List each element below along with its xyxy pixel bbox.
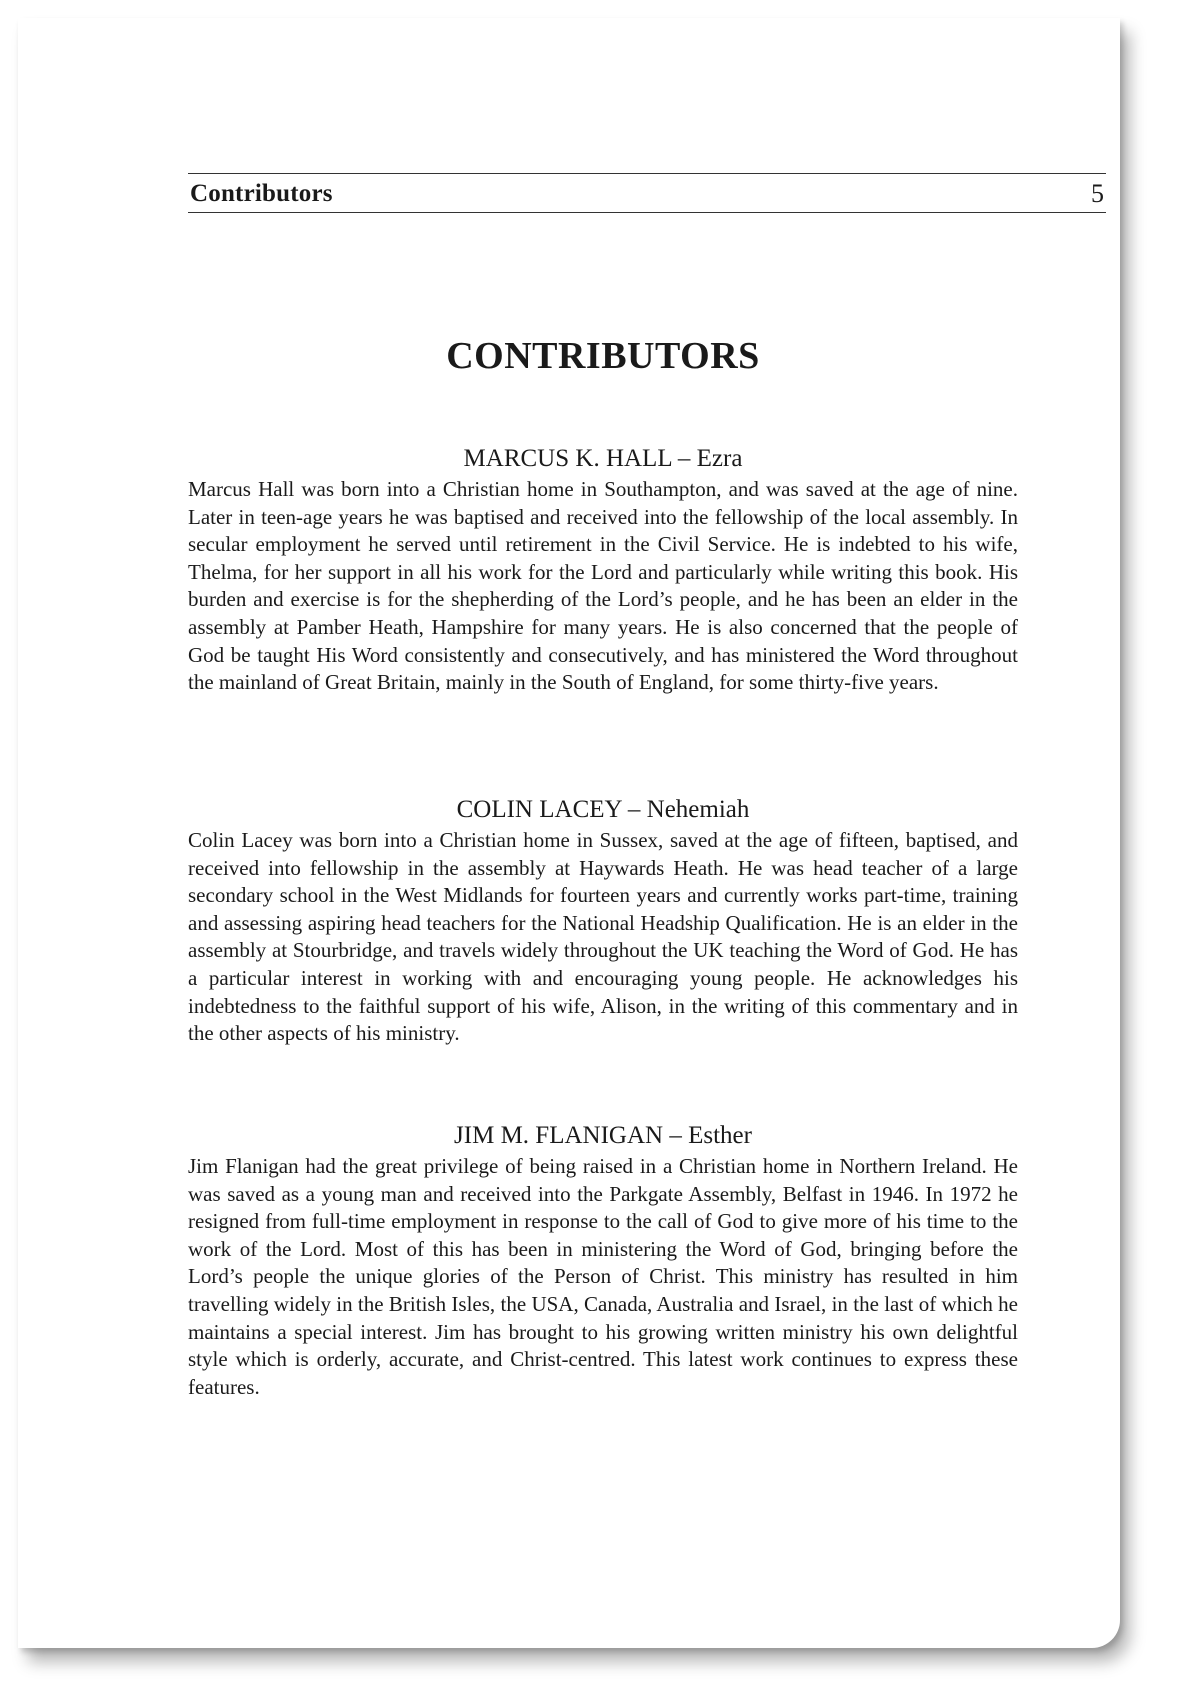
document-page bbox=[18, 18, 1120, 1648]
contributor-heading: MARCUS K. HALL – Ezra bbox=[463, 445, 743, 472]
contributor-bio: Marcus Hall was born into a Christian home in Southampton, and was saved at the age of nine. Later in teen-age years he was baptised and received into the fellowship of the local assembly. In secular employment he served until retirement in the Civil Service. He is indebted to his wife, Thelma, for her support in all his work for the Lord and particularly while writing this book. His burden and exercise is for the shepherding of the Lord’s people, and he has been an elder in the assembly at Pamber Heath, Hampshire for many years. He is also concerned that the people of God be taught His Word consistently and consecutively, and has ministered the Word throughout the mainland of Great Britain, mainly in the South of England, for some thirty-five years. bbox=[188, 477, 1018, 695]
contributor-bio: Jim Flanigan had the great privilege of being raised in a Christian home in Northern Ireland. He was saved as a young man and received into the Parkgate Assembly, Belfast in 1946. In 1972 he resigned from full-time employment in response to the call of God to give more of his time to the work of the Lord. Most of this has been in ministering the Word of God, bringing before the Lord’s people the unique glories of the Person of Christ. This ministry has resulted in him travelling widely in the British Isles, the USA, Canada, Australia and Israel, in the last of which he maintains a special interest. Jim has brought to his growing written ministry his own delightful style which is orderly, accurate, and Christ-centred. This latest work continues to express these features. bbox=[188, 1154, 1018, 1399]
page-title: CONTRIBUTORS bbox=[446, 335, 760, 377]
page-number: 5 bbox=[1091, 179, 1104, 208]
running-header bbox=[188, 173, 1106, 213]
contributor-entry-hall bbox=[188, 442, 1018, 697]
contributor-heading: COLIN LACEY – Nehemiah bbox=[456, 796, 750, 823]
contributor-bio: Colin Lacey was born into a Christian home in Sussex, saved at the age of fifteen, baptised, and received into fellowship in the assembly at Haywards Heath. He was head teacher of a large secondary school in the West Midlands for fourteen years and currently works part-time, training and assessing aspiring head teachers for the National Headship Qualification. He is an elder in the assembly at Stourbridge, and travels widely throughout the UK teaching the Word of God. He has a particular interest in working with and encouraging young people. He acknowledges his indebtedness to the faithful support of his wife, Alison, in the writing of this commentary and in the other aspects of his ministry. bbox=[188, 828, 1018, 1046]
contributor-heading: JIM M. FLANIGAN – Esther bbox=[454, 1122, 752, 1149]
contributor-entry-flanigan bbox=[188, 1119, 1018, 1401]
contributor-entry-lacey bbox=[188, 793, 1018, 1048]
running-header-title: Contributors bbox=[190, 180, 333, 207]
